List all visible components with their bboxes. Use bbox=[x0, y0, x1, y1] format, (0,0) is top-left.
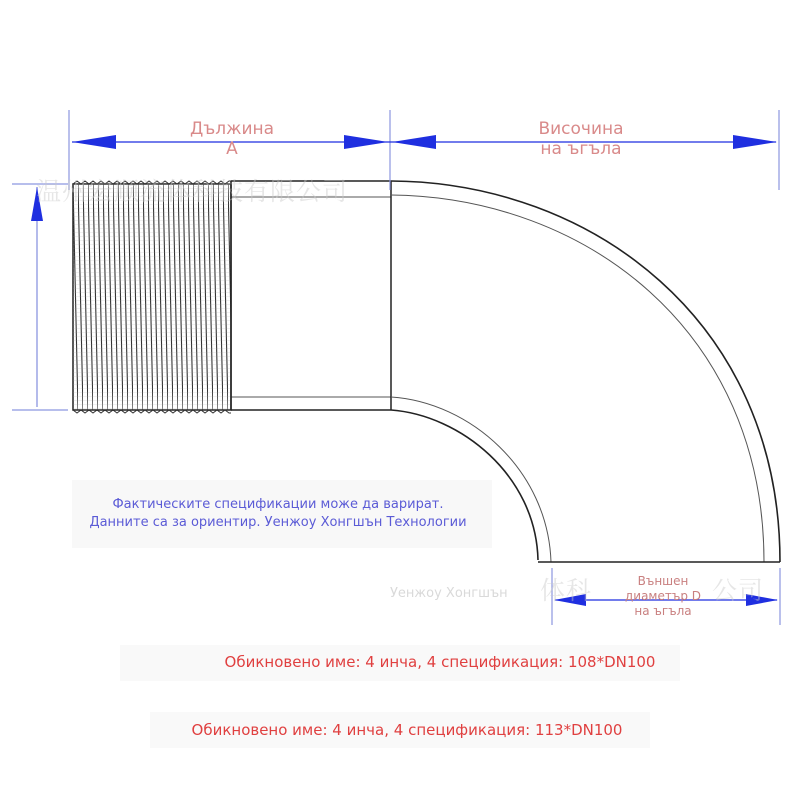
arrow-a-right bbox=[344, 135, 388, 149]
label-elbow-height bbox=[506, 119, 656, 159]
label-length-a-line2: A bbox=[226, 139, 238, 159]
threaded-section bbox=[73, 181, 231, 413]
label-length-a-line1: Дължина bbox=[189, 119, 275, 139]
label-outer-diameter-line2: диаметър D bbox=[624, 589, 702, 603]
reference-note-line2: Данните са за ориентир. Уенжоу Хонгшън Технологии bbox=[89, 515, 467, 530]
arrow-height-left bbox=[392, 135, 436, 149]
label-outer-diameter-line3: на ъгъла bbox=[634, 604, 692, 618]
spec-line-2: Обикновено име: 4 инча, 4 спецификация: 113*DN100 bbox=[191, 721, 623, 739]
arrow-height-right bbox=[733, 135, 777, 149]
spec-line-1: Обикновено име: 4 инча, 4 спецификация: 108*DN100 bbox=[224, 653, 656, 671]
label-elbow-height-line1: Височина bbox=[538, 119, 624, 139]
label-elbow-height-line2: на ъгъла bbox=[540, 139, 622, 159]
label-outer-diameter bbox=[600, 574, 726, 619]
arrow-a-left bbox=[72, 135, 116, 149]
reference-note-line1: Фактическите спецификации може да варират. bbox=[112, 497, 444, 512]
watermark-bottom-cjk-a: 体科 bbox=[540, 576, 593, 605]
label-length-a bbox=[162, 119, 302, 159]
reference-note bbox=[60, 496, 496, 532]
watermark-top: 温州宏顺流体科技有限公司 bbox=[36, 177, 349, 206]
label-outer-diameter-line1: Външен bbox=[637, 574, 689, 588]
watermark-bottom-cjk-b: 公司 bbox=[712, 576, 765, 605]
straight-pipe-section bbox=[231, 181, 391, 410]
watermark-bottom-latin: Уенжоу Хонгшън bbox=[390, 586, 508, 601]
